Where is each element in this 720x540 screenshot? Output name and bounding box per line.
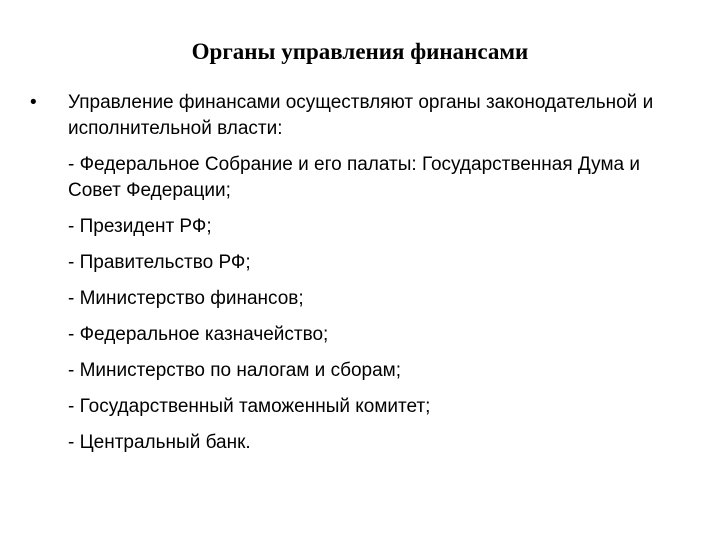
bullet-icon: • [30, 92, 37, 113]
authority-list [30, 152, 680, 456]
list-item: - Федеральное Собрание и его палаты: Государственная Дума и Совет Федерации; [68, 154, 640, 201]
bullet-row [30, 90, 680, 142]
list-item: - Государственный таможенный комитет; [68, 396, 431, 417]
slide-body [30, 90, 680, 456]
list-item: - Центральный банк. [68, 432, 251, 453]
slide-title: Органы управления финансами [191, 39, 529, 64]
list-item: - Президент РФ; [68, 216, 212, 237]
list-item: - Правительство РФ; [68, 252, 251, 273]
list-item: - Министерство финансов; [68, 288, 304, 309]
list-item: - Федеральное казначейство; [68, 324, 329, 345]
intro-text: Управление финансами осуществляют органы законодательной и исполнительной власти: [68, 92, 654, 139]
list-item: - Министерство по налогам и сборам; [68, 360, 402, 381]
